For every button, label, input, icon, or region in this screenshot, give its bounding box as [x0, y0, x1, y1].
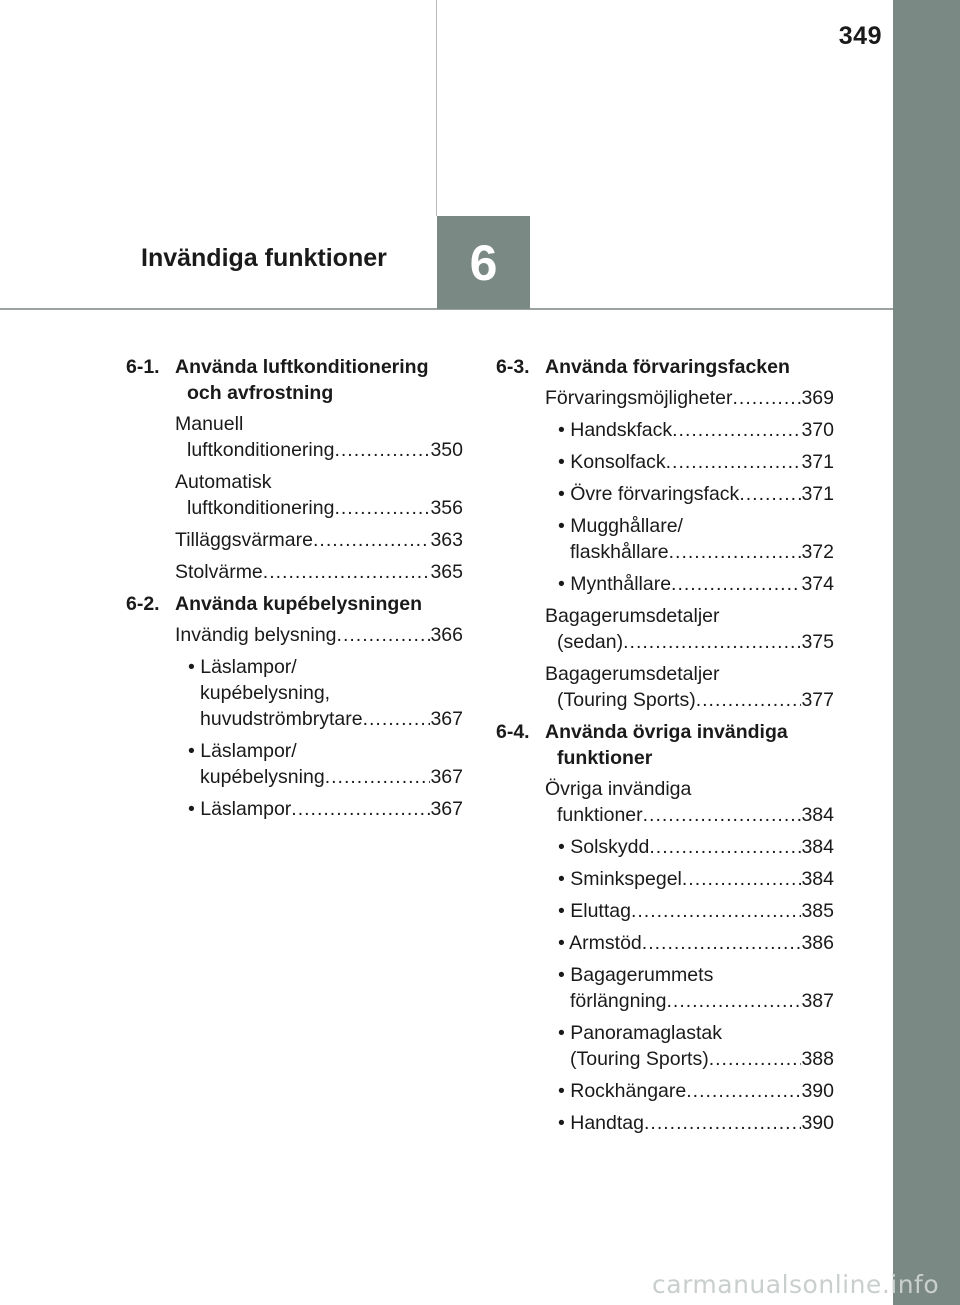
section-number: 6-3. — [496, 356, 530, 378]
section-number: 6-2. — [126, 593, 160, 615]
toc-entry[interactable]: Förvaringsmöjligheter ..... 369 — [545, 385, 834, 411]
chapter-number: 6 — [469, 234, 498, 291]
toc-entry[interactable]: Bagagerumsdetaljer (sedan) ..... 375 — [545, 603, 834, 655]
toc-entry[interactable]: Övriga invändiga funktioner ..... 384 — [545, 776, 834, 828]
toc-section-6-2 — [126, 591, 463, 617]
page-ref: 372 — [801, 541, 834, 563]
section-title: Använda övriga invändiga funktioner — [545, 721, 788, 769]
toc-entry[interactable]: Automatisk luftkonditionering ..... 356 — [175, 469, 463, 521]
page-ref: 356 — [430, 497, 463, 519]
toc-entry[interactable]: • Läslampor ..... 367 — [188, 796, 463, 822]
toc-entry[interactable]: • Konsolfack ..... 371 — [558, 449, 834, 475]
page-ref: 390 — [801, 1112, 834, 1134]
page-ref: 390 — [801, 1080, 834, 1102]
toc-entry[interactable]: • Bagagerummets förlängning ..... 387 — [558, 962, 834, 1014]
page-ref: 365 — [430, 561, 463, 583]
toc-entry[interactable]: • Mugghållare/ flaskhållare ..... 372 — [558, 513, 834, 565]
toc-entry[interactable]: • Läslampor/ kupébelysning, huvudströmbrytare ..... 367 — [188, 654, 463, 732]
page-ref: 366 — [430, 624, 463, 646]
toc-entry[interactable]: Tilläggsvärmare ..... 363 — [175, 527, 463, 553]
toc-entry[interactable]: Bagagerumsdetaljer (Touring Sports) ..... 377 — [545, 661, 834, 713]
page-ref: 369 — [801, 387, 834, 409]
page-ref: 377 — [801, 689, 834, 711]
page-ref: 363 — [430, 529, 463, 551]
page-ref: 371 — [801, 451, 834, 473]
chapter-title: Invändiga funktioner — [141, 244, 387, 272]
toc-section-6-4 — [496, 719, 834, 771]
toc-section-6-1 — [126, 354, 463, 406]
page-ref: 384 — [801, 804, 834, 826]
toc-left-column — [126, 354, 463, 828]
toc-entry[interactable]: • Handskfack ..... 370 — [558, 417, 834, 443]
page-ref: 350 — [430, 439, 463, 461]
page-ref: 387 — [801, 990, 834, 1012]
page-ref: 386 — [801, 932, 834, 954]
watermark: carmanualsonline.info — [652, 1270, 940, 1299]
section-number: 6-1. — [126, 356, 160, 378]
page-ref: 370 — [801, 419, 834, 441]
toc-entry[interactable]: • Rockhängare ..... 390 — [558, 1078, 834, 1104]
toc-entry[interactable]: • Panoramaglastak (Touring Sports) ..... 388 — [558, 1020, 834, 1072]
toc-entry[interactable]: Manuell luftkonditionering ..... 350 — [175, 411, 463, 463]
header-divider-vertical — [436, 0, 437, 216]
page-ref: 375 — [801, 631, 834, 653]
section-title: Använda förvaringsfacken — [545, 356, 790, 378]
chapter-side-tab — [893, 0, 960, 1305]
toc-entry[interactable]: • Solskydd ..... 384 — [558, 834, 834, 860]
page-ref: 367 — [430, 798, 463, 820]
page-ref: 384 — [801, 868, 834, 890]
toc-entry[interactable]: • Läslampor/ kupébelysning ..... 367 — [188, 738, 463, 790]
section-number: 6-4. — [496, 721, 530, 743]
toc-section-6-3 — [496, 354, 834, 380]
page-ref: 385 — [801, 900, 834, 922]
toc-entry[interactable]: Invändig belysning ..... 366 — [175, 622, 463, 648]
page-number: 349 — [838, 22, 882, 50]
section-title: Använda kupébelysningen — [175, 593, 423, 615]
toc-entry[interactable]: • Övre förvaringsfack ..... 371 — [558, 481, 834, 507]
toc-entry[interactable]: Stolvärme ..... 365 — [175, 559, 463, 585]
toc-entry[interactable]: • Mynthållare ..... 374 — [558, 571, 834, 597]
page-ref: 371 — [801, 483, 834, 505]
page-ref: 374 — [801, 573, 834, 595]
page-ref: 367 — [430, 708, 463, 730]
page-ref: 384 — [801, 836, 834, 858]
section-title: Använda luftkonditionering och avfrostning — [175, 356, 429, 404]
toc-entry[interactable]: • Armstöd ..... 386 — [558, 930, 834, 956]
toc-entry[interactable]: • Sminkspegel ..... 384 — [558, 866, 834, 892]
toc-right-column — [496, 354, 834, 1142]
toc-entry[interactable]: • Handtag ..... 390 — [558, 1110, 834, 1136]
page-ref: 367 — [430, 766, 463, 788]
page-ref: 388 — [801, 1048, 834, 1070]
chapter-number-box — [437, 216, 530, 309]
toc-entry[interactable]: • Eluttag ..... 385 — [558, 898, 834, 924]
